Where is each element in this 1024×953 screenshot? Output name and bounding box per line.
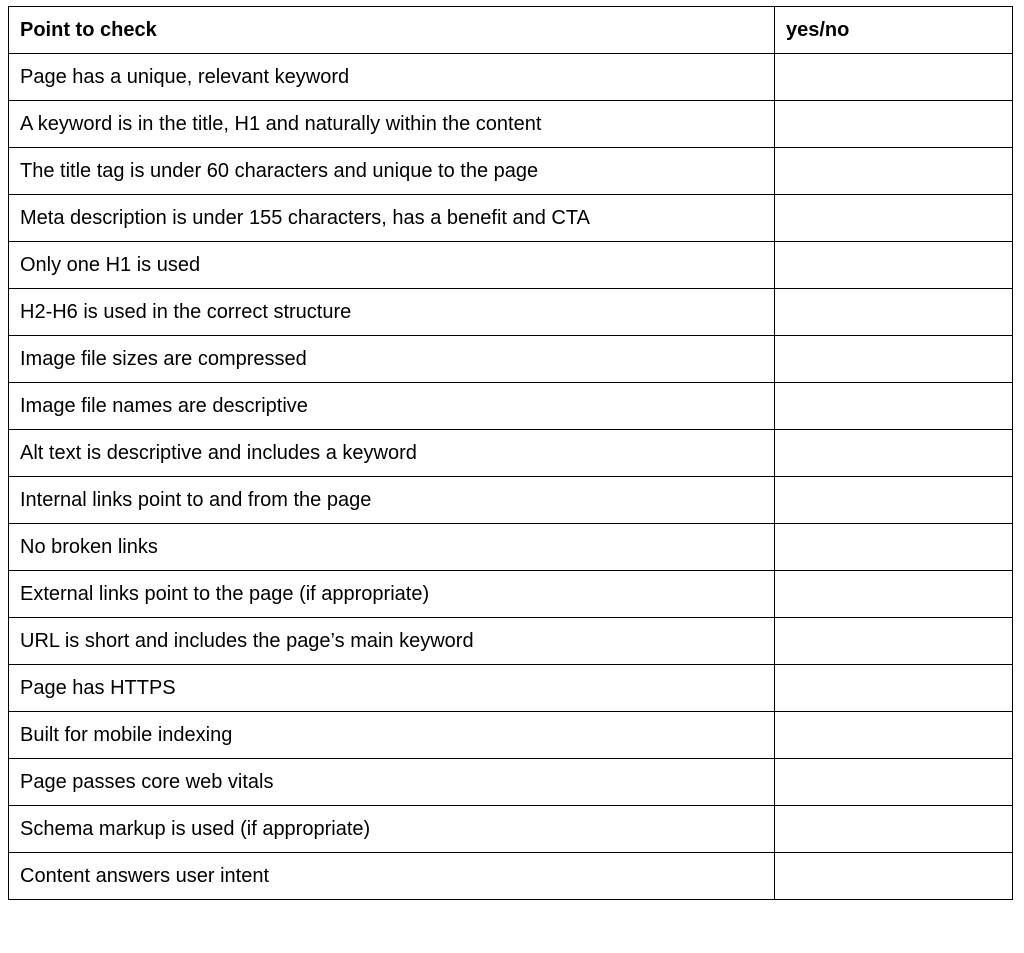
yes-no-cell[interactable] [775, 242, 1013, 289]
table-row [9, 571, 1013, 618]
table-row [9, 618, 1013, 665]
table-row [9, 524, 1013, 571]
table-row [9, 242, 1013, 289]
yes-no-cell[interactable] [775, 148, 1013, 195]
yes-no-cell[interactable] [775, 383, 1013, 430]
yes-no-cell[interactable] [775, 806, 1013, 853]
check-point-cell: Page has HTTPS [9, 665, 775, 712]
table-row [9, 712, 1013, 759]
yes-no-cell[interactable] [775, 618, 1013, 665]
yes-no-cell[interactable] [775, 759, 1013, 806]
check-point-cell: Image file sizes are compressed [9, 336, 775, 383]
yes-no-cell[interactable] [775, 54, 1013, 101]
check-point-cell: A keyword is in the title, H1 and naturally within the content [9, 101, 775, 148]
table-row [9, 430, 1013, 477]
header-row [9, 7, 1013, 54]
yes-no-cell[interactable] [775, 430, 1013, 477]
check-point-cell: No broken links [9, 524, 775, 571]
yes-no-cell[interactable] [775, 289, 1013, 336]
yes-no-cell[interactable] [775, 665, 1013, 712]
check-point-cell: Meta description is under 155 characters, has a benefit and CTA [9, 195, 775, 242]
table-row [9, 54, 1013, 101]
yes-no-cell[interactable] [775, 853, 1013, 900]
table-row [9, 806, 1013, 853]
table-row [9, 101, 1013, 148]
check-point-cell: Built for mobile indexing [9, 712, 775, 759]
check-point-cell: Internal links point to and from the page [9, 477, 775, 524]
yes-no-cell[interactable] [775, 524, 1013, 571]
table-row [9, 195, 1013, 242]
answer-column-header: yes/no [775, 7, 1013, 54]
point-column-header: Point to check [9, 7, 775, 54]
table-row [9, 289, 1013, 336]
check-point-cell: Alt text is descriptive and includes a keyword [9, 430, 775, 477]
yes-no-cell[interactable] [775, 195, 1013, 242]
table-row [9, 336, 1013, 383]
check-point-cell: The title tag is under 60 characters and unique to the page [9, 148, 775, 195]
table-row [9, 477, 1013, 524]
table-row [9, 383, 1013, 430]
check-point-cell: External links point to the page (if appropriate) [9, 571, 775, 618]
check-point-cell: URL is short and includes the page’s main keyword [9, 618, 775, 665]
table-row [9, 148, 1013, 195]
check-point-cell: Page has a unique, relevant keyword [9, 54, 775, 101]
check-point-cell: Image file names are descriptive [9, 383, 775, 430]
table-row [9, 759, 1013, 806]
yes-no-cell[interactable] [775, 477, 1013, 524]
check-point-cell: H2-H6 is used in the correct structure [9, 289, 775, 336]
yes-no-cell[interactable] [775, 101, 1013, 148]
check-point-cell: Schema markup is used (if appropriate) [9, 806, 775, 853]
check-point-cell: Page passes core web vitals [9, 759, 775, 806]
table-row [9, 853, 1013, 900]
yes-no-cell[interactable] [775, 571, 1013, 618]
yes-no-cell[interactable] [775, 336, 1013, 383]
table-row [9, 665, 1013, 712]
check-point-cell: Only one H1 is used [9, 242, 775, 289]
check-point-cell: Content answers user intent [9, 853, 775, 900]
seo-checklist-table [8, 6, 1013, 900]
yes-no-cell[interactable] [775, 712, 1013, 759]
